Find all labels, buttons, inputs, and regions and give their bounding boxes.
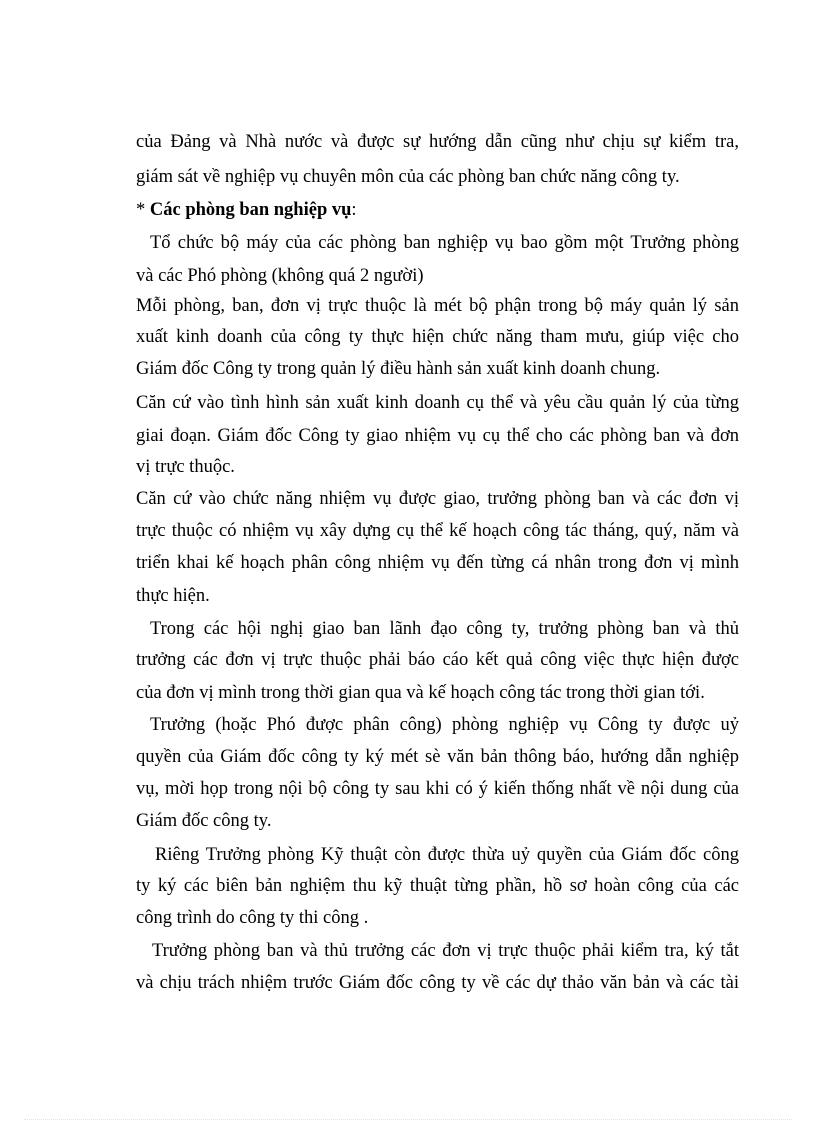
text-line: của đơn vị mình trong thời gian qua và kế hoạch công tác trong thời gian tới. [136, 683, 705, 703]
text-line: Trưởng (hoặc Phó được phân công) phòng nghiệp vụ Công ty được uỷ [150, 715, 739, 735]
page-edge-divider [24, 1119, 792, 1120]
text-line: và các Phó phòng (không quá 2 người) [136, 266, 424, 286]
text-line: ty ký các biên bản nghiệm thu kỹ thuật từng phần, hồ sơ hoàn công của các [136, 876, 739, 896]
text-line: Giám đốc Công ty trong quản lý điều hành sản xuất kinh doanh chung. [136, 359, 661, 379]
text-line: quyền của Giám đốc công ty ký mét sè văn bản thông báo, hướng dẫn nghiệp [136, 747, 739, 767]
text-line: xuất kinh doanh của công ty thực hiện chức năng tham mưu, giúp việc cho [136, 327, 739, 347]
text-line: và chịu trách nhiệm trước Giám đốc công ty về các dự thảo văn bản và các tài [136, 973, 739, 993]
text-line: Mỗi phòng, ban, đơn vị trực thuộc là mét bộ phận trong bộ máy quản lý sản [136, 296, 739, 316]
text-line: Tổ chức bộ máy của các phòng ban nghiệp vụ bao gồm một Trưởng phòng [150, 233, 739, 253]
text-line: Trong các hội nghị giao ban lãnh đạo công ty, trưởng phòng ban và thủ [150, 619, 739, 639]
text-line: Căn cứ vào tình hình sản xuất kinh doanh cụ thể và yêu cầu quản lý của từng [136, 393, 739, 413]
text-line: Trưởng phòng ban và thủ trưởng các đơn vị trực thuộc phải kiểm tra, ký tắt [152, 941, 739, 961]
text-line: trưởng các đơn vị trực thuộc phải báo cáo kết quả công việc thực hiện được [136, 650, 739, 670]
text-line: vị trực thuộc. [136, 457, 235, 477]
text-line: vụ, mời họp trong nội bộ công ty sau khi có ý kiến thống nhất về nội dung của [136, 779, 739, 799]
text-line: Căn cứ vào chức năng nhiệm vụ được giao, trưởng phòng ban và các đơn vị [136, 489, 739, 509]
text-line: Riêng Trưởng phòng Kỹ thuật còn được thừa uỷ quyền của Giám đốc công [155, 845, 739, 865]
text-line: giai đoạn. Giám đốc Công ty giao nhiệm vụ cụ thể cho các phòng ban và đơn [136, 426, 739, 446]
heading-bullet: * [136, 200, 150, 220]
heading-colon: : [351, 200, 357, 220]
text-line: Giám đốc công ty. [136, 811, 272, 831]
heading-title: Các phòng ban nghiệp vụ [149, 200, 352, 220]
text-line: công trình do công ty thi công . [136, 908, 369, 928]
text-line: trực thuộc có nhiệm vụ xây dựng cụ thể kế hoạch công tác tháng, quý, năm và [136, 521, 739, 541]
section-heading [136, 198, 739, 222]
text-line: triển khai kế hoạch phân công nhiệm vụ đến từng cá nhân trong đơn vị mình [136, 553, 739, 573]
text-line: giám sát về nghiệp vụ chuyên môn của các phòng ban chức năng công ty. [136, 167, 680, 187]
text-line: thực hiện. [136, 586, 210, 606]
text-line: của Đảng và Nhà nước và được sự hướng dẫn cũng như chịu sự kiểm tra, [136, 132, 739, 152]
